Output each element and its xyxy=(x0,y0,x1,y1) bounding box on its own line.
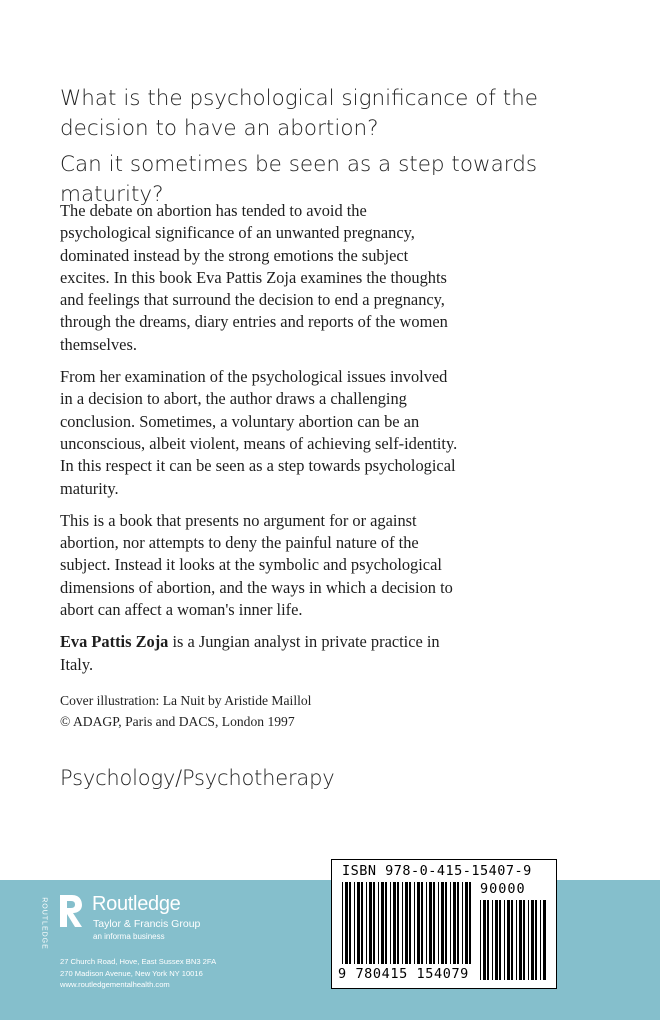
headline-question-1: What is the psychological significance of the decision to have an abortion? xyxy=(60,86,538,141)
barcode-bar xyxy=(507,900,510,980)
barcode-bar xyxy=(409,882,411,964)
barcode-bar xyxy=(354,882,355,964)
barcode-bar xyxy=(450,882,451,964)
author-bio-text: is a Jungian analyst in private practice in Italy. xyxy=(60,632,440,674)
barcode-bar xyxy=(495,900,498,980)
barcode-bar xyxy=(540,900,541,980)
blurb-paragraph-2: From her examination of the psychological issues involved in a decision to abort, the author draws a challenging conclusion. Sometimes, a voluntary abortion can be an unconscious, albeit violent, means of achieving self-identity. In this respect it can be seen as a step towards psychological maturity. xyxy=(60,367,458,498)
barcode-bar xyxy=(381,882,384,964)
author-name: Eva Pattis Zoja xyxy=(60,632,169,652)
barcode-bar xyxy=(462,882,463,964)
barcode-digits: 9 780415 154079 xyxy=(338,966,469,982)
barcode-bar xyxy=(531,900,534,980)
barcode-bar xyxy=(390,882,391,964)
barcode-bar xyxy=(405,882,408,964)
barcode-bar xyxy=(414,882,415,964)
barcode-bar xyxy=(469,882,471,964)
barcode-bar xyxy=(519,900,522,980)
barcode-bar xyxy=(361,882,363,964)
barcode-bar xyxy=(417,882,420,964)
barcode-bar xyxy=(492,900,493,980)
headline-question-2: Can it sometimes be seen as a step towards maturity? xyxy=(60,152,538,207)
barcode-bar xyxy=(523,900,525,980)
vertical-wordmark xyxy=(36,897,50,956)
barcode-bar xyxy=(535,900,537,980)
publisher-name: Routledge xyxy=(92,893,181,915)
barcode-bar xyxy=(429,882,432,964)
barcode-bar xyxy=(393,882,396,964)
publisher-website: www.routledgementalhealth.com xyxy=(60,980,170,989)
barcode-bar xyxy=(357,882,360,964)
barcode-bar xyxy=(499,900,501,980)
barcode-bar xyxy=(342,882,343,964)
barcode-bar xyxy=(369,882,372,964)
blurb xyxy=(60,200,460,686)
price-code: 90000 xyxy=(480,881,526,897)
publisher-group: Taylor & Francis Group xyxy=(93,918,201,930)
cover-credit-line-1: Cover illustration: La Nuit by Aristide Maillol xyxy=(60,693,312,708)
barcode-bar xyxy=(465,882,468,964)
barcode-bar xyxy=(433,882,435,964)
blurb-paragraph-1: The debate on abortion has tended to avoid the psychological significance of an unwanted pregnancy, dominated instead by the strong emotions the subject excites. In this book Eva Pattis Zoja examines the thoughts and feelings that surround the decision to end a pregnancy, through the dreams, diary entries and reports of the women themselves. xyxy=(60,201,448,354)
barcode-bar xyxy=(504,900,505,980)
barcode-bar xyxy=(385,882,387,964)
subject-category: Psychology/Psychotherapy xyxy=(60,766,335,790)
barcode-bar xyxy=(511,900,513,980)
barcode-bar xyxy=(421,882,423,964)
barcode-bar xyxy=(345,882,348,964)
cover-credit xyxy=(60,690,460,732)
barcode-bar xyxy=(543,900,546,980)
address-uk: 27 Church Road, Hove, East Sussex BN3 2FA xyxy=(60,957,217,966)
barcode-bar xyxy=(373,882,375,964)
address-us: 270 Madison Avenue, New York NY 10016 xyxy=(60,968,203,978)
barcode-box xyxy=(331,859,557,989)
barcode-bar xyxy=(438,882,439,964)
barcode-bar xyxy=(453,882,456,964)
blurb-paragraph-3: This is a book that presents no argument for or against abortion, nor attempts to deny the painful nature of the subject. Instead it looks at the symbolic and psychological dimensions of abortion, and the ways in which a decision to abort can affect a woman's inner life. xyxy=(60,510,453,620)
barcode-bar xyxy=(457,882,459,964)
barcode-bar xyxy=(397,882,399,964)
cover-credit-line-2: © ADAGP, Paris and DACS, London 1997 xyxy=(60,714,295,729)
isbn-label: ISBN 978-0-415-15407-9 xyxy=(342,863,532,879)
routledge-logo-icon xyxy=(56,893,86,929)
barcode-bar xyxy=(366,882,367,964)
barcode-bar xyxy=(445,882,447,964)
publisher-addresses xyxy=(60,956,216,991)
publisher-sub: an informa business xyxy=(93,932,165,941)
barcode-bar xyxy=(426,882,427,964)
vertical-wordmark-text: ROUTLEDGE xyxy=(40,897,48,950)
barcode-bar xyxy=(528,900,529,980)
barcode-bar xyxy=(402,882,403,964)
barcode-bar xyxy=(378,882,379,964)
barcode-bar xyxy=(516,900,517,980)
barcode-bar xyxy=(441,882,444,964)
barcode-bar xyxy=(349,882,351,964)
author-bio xyxy=(60,631,460,676)
